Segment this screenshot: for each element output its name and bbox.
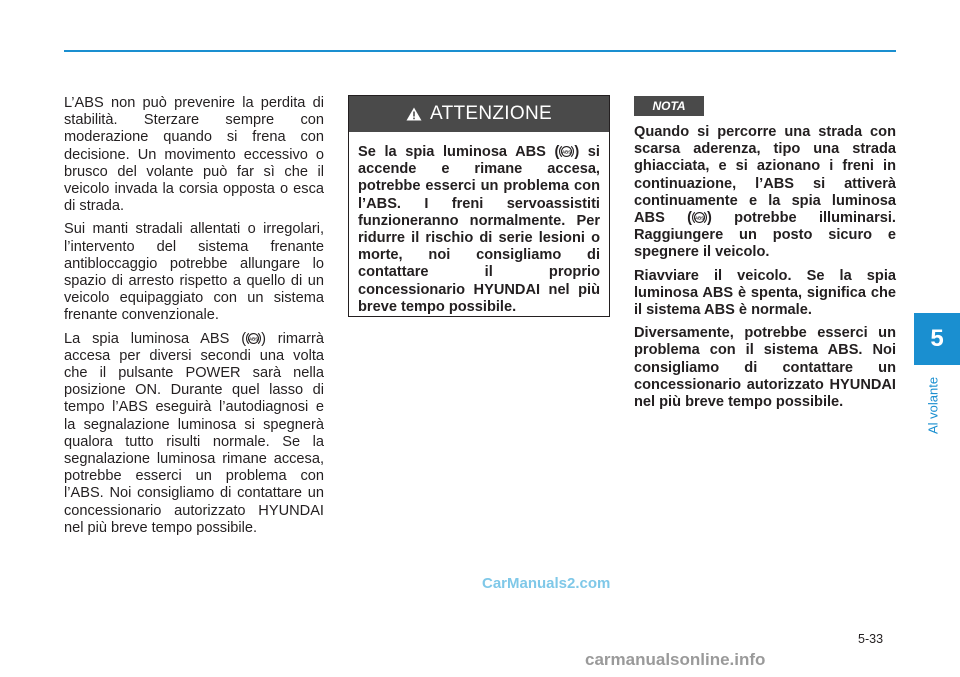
abs-light-paragraph: La spia luminosa ABS ( ABS ) rimarrà accesa per diversi secondi una volta che il pulsante POWER sarà nella posizione ON. Durante quel lasso di tempo l’ABS eseguirà l’autodiagnosi e la segnalazione luminosa si spegnerà qualora tutto risulti normale. Se la segnalazione luminosa rimane accesa, potrebbe esserci un problema con l’ABS. Noi consigliamo di contattare un concessionario autorizzato HYUNDAI nel più breve tempo possibile. [64,330,324,536]
page-number: 5-33 [858,632,884,646]
note-paragraph-3: Diversamente, potrebbe esserci un problema con il sistema ABS. Noi consigliamo di contattare un concessionario autorizzato HYUNDAI nel più breve tempo possibile. [634,325,896,411]
loose-surface-paragraph: Sui manti stradali allentati o irregolari, l’intervento del sistema frenante antibloccaggio potrebbe allungare lo spazio di arresto rispetto a quello di un veicolo equipaggiato con un sistema frenante convenzionale. [64,221,324,324]
note-paragraph-1: Quando si percorre una strada con scarsa aderenza, tipo una strada ghiacciata, e si azionano i freni in continuazione, l’ABS si attiverà continuamente e la spia luminosa ABS ( ABS ) potrebbe illuminarsi. Raggiungere un posto sicuro e spegnere il veicolo. [634,124,896,261]
svg-text:ABS: ABS [562,149,572,155]
warning-box [348,95,610,317]
warning-header [349,96,609,132]
left-column [64,95,324,543]
top-divider [64,50,896,52]
note-badge: NOTA [634,96,704,116]
note-paragraph-2: Riavviare il veicolo. Se la spia luminosa ABS è spenta, significa che il sistema ABS è normale. [634,267,896,319]
svg-text:ABS: ABS [249,336,258,342]
abs-warning-icon [246,331,261,346]
svg-text:ABS: ABS [695,215,704,221]
warning-text: Se la spia luminosa ABS ( ABS ) si accende e rimane accesa, potrebbe esserci un problema con l’ABS. I freni servoassistiti funzioneranno normalmente. Per ridurre il rischio di serie lesioni o morte, noi consigliamo di contattare il proprio concessionario HYUNDAI nel più breve tempo possibile. [358,144,600,315]
abs-stability-paragraph: L’ABS non può prevenire la perdita di stabilità. Sterzare sempre con moderazione quando si frena con decisione. Un movimento eccessivo o brusco del volante può far sì che il veicolo invada la corsia opposta o esca di strada. [64,95,324,215]
abs-warning-icon [559,144,574,159]
warning-title: ATTENZIONE [430,103,552,124]
warning-triangle-icon [406,107,422,121]
watermark-text: CarManuals2.com [482,575,611,592]
abs-warning-icon [692,210,707,225]
chapter-tab: 5 [914,313,960,365]
note-column [634,124,896,417]
footer-watermark: carmanualsonline.info [585,650,766,669]
chapter-label: Al volante [925,376,941,434]
